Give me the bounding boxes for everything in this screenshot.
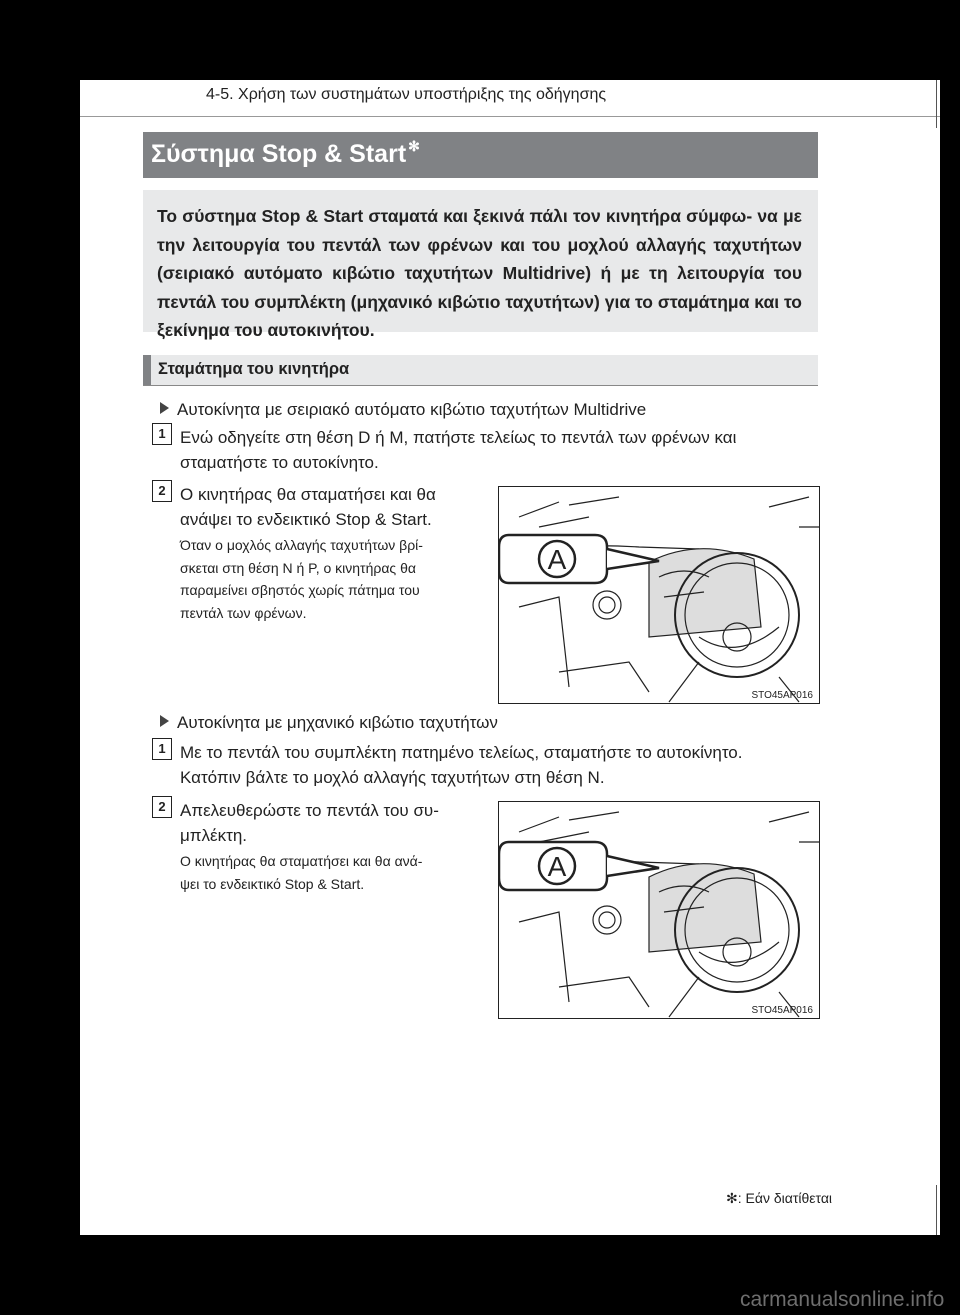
intro-box — [143, 190, 818, 340]
step-number: 1 — [152, 423, 172, 445]
triangle-bullet-icon — [160, 715, 169, 727]
page-title: Σύστημα Stop & Start ✻ — [151, 138, 420, 168]
dashboard-drawing — [499, 487, 819, 703]
dashboard-illustration — [498, 486, 820, 704]
manual-page — [80, 80, 940, 1235]
title-bar — [143, 132, 818, 178]
step-text: Ενώ οδηγείτε στη θέση D ή M, πατήστε τελείως το πεντάλ των φρένων και σταματήστε το αυτοκίνητο. — [180, 428, 737, 472]
dashboard-illustration — [498, 801, 820, 1019]
step-text: Απελευθερώστε το πεντάλ του συ- μπλέκτη. — [180, 801, 439, 845]
availability-mark: ✻ — [408, 138, 420, 154]
watermark: carmanualsonline.info — [740, 1288, 945, 1311]
dashboard-drawing — [499, 802, 819, 1018]
crop-mark — [936, 1185, 937, 1235]
auto-bullet: Αυτοκίνητα με σειριακό αυτόματο κιβώτιο ταχυτήτων Multidrive — [160, 400, 646, 420]
step-number: 2 — [152, 796, 172, 818]
header-divider — [80, 116, 940, 117]
step-note: Όταν ο μοχλός αλλαγής ταχυτήτων βρί- σκεται στη θέση N ή P, ο κινητήρας θα παραμείνει σβηστός χωρίς πάτημα του πεντάλ των φρένων. — [180, 537, 423, 621]
figure-code: STO45AP016 — [751, 1005, 813, 1016]
section-accent — [143, 355, 151, 385]
intro-text: Το σύστημα Stop & Start σταματά και ξεκινά πάλι τον κινητήρα σύμφω- να με την λειτουργία του πεντάλ των φρένων και του μοχλού αλλαγής ταχυτήτων (σειριακό αυτόματο κιβώτιο ταχυτήτων Multidrive) ή με τη λειτουργία του πεντάλ του συμπλέκτη (μηχανικό κιβώτιο ταχυτήτων) για το σταμάτημα και το ξεκίνημα του αυτοκινήτου. — [157, 206, 802, 340]
footnote: ✻: Εάν διατίθεται — [726, 1190, 833, 1206]
step-number: 1 — [152, 738, 172, 760]
figure-code: STO45AP016 — [751, 690, 813, 701]
manual-bullet: Αυτοκίνητα με μηχανικό κιβώτιο ταχυτήτων — [160, 713, 498, 733]
triangle-bullet-icon — [160, 402, 169, 414]
running-header: 4-5. Χρήση των συστημάτων υποστήριξης της οδήγησης — [206, 86, 607, 103]
step-number: 2 — [152, 480, 172, 502]
crop-mark — [936, 80, 937, 128]
step-text: Με το πεντάλ του συμπλέκτη πατημένο τελείως, σταματήστε το αυτοκίνητο. Κατόπιν βάλτε το μοχλό αλλαγής ταχυτήτων στη θέση N. — [180, 743, 743, 787]
step-text: Ο κινητήρας θα σταματήσει και θα ανάψει το ενδεικτικό Stop & Start. — [180, 485, 436, 529]
section-header — [143, 355, 818, 386]
callout-label: A — [547, 544, 567, 575]
section-title: Σταμάτημα του κινητήρα — [158, 360, 350, 378]
callout-label: A — [547, 851, 567, 882]
step-note: Ο κινητήρας θα σταματήσει και θα ανά- ψει το ενδεικτικό Stop & Start. — [180, 853, 423, 892]
